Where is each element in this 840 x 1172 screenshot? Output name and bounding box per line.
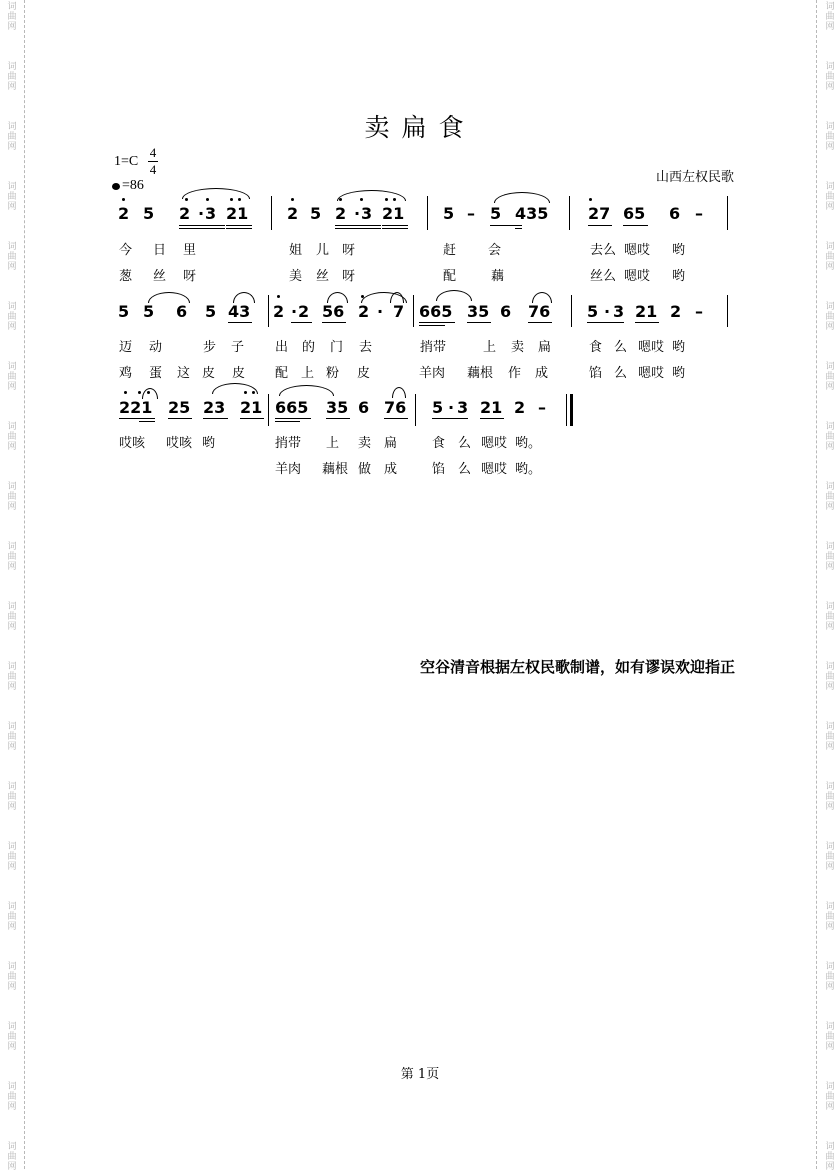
lyric-syllable: 嗯哎 xyxy=(624,269,651,284)
rhythm-underline xyxy=(326,418,350,419)
bar-line xyxy=(268,295,269,327)
jianpu-note: 2 xyxy=(287,204,299,223)
jianpu-note: · xyxy=(377,302,384,321)
lyric-syllable: 食 xyxy=(432,436,446,451)
lyric-syllable: 呀 xyxy=(342,243,356,258)
jianpu-note: 5 xyxy=(205,302,217,321)
bar-line xyxy=(413,295,414,327)
rhythm-underline xyxy=(419,322,455,323)
time-signature-top: 4 xyxy=(149,145,157,160)
lyric-syllable: 葱 xyxy=(119,269,133,284)
jianpu-note: 2 xyxy=(273,302,285,321)
jianpu-note: 23 xyxy=(203,398,226,417)
lyric-syllable: 扁 xyxy=(538,340,552,355)
lyric-syllable: 成 xyxy=(384,462,398,477)
jianpu-note: 5 xyxy=(143,302,155,321)
watermark-text: 词 曲 网 xyxy=(7,242,17,272)
jianpu-note: – xyxy=(538,398,546,417)
lyric-syllable: 成 xyxy=(535,366,549,381)
watermark-text: 词 曲 网 xyxy=(7,422,17,452)
watermark-text: 词 曲 网 xyxy=(7,962,17,992)
watermark-text: 词 曲 网 xyxy=(825,1142,835,1172)
lyric-syllable: 去么 xyxy=(590,243,617,258)
watermark-text: 词 曲 网 xyxy=(7,182,17,212)
rhythm-underline xyxy=(382,228,408,229)
watermark-text: 词 曲 网 xyxy=(7,662,17,692)
rhythm-underline xyxy=(203,418,228,419)
rhythm-underline xyxy=(515,228,522,229)
rhythm-underline xyxy=(119,418,155,419)
jianpu-note: · xyxy=(604,302,611,321)
jianpu-note: 21 xyxy=(382,204,405,223)
jianpu-note: 5 xyxy=(143,204,155,223)
watermark-text: 词 曲 网 xyxy=(825,542,835,572)
bar-line xyxy=(570,394,573,426)
jianpu-note: 35 xyxy=(467,302,490,321)
key-signature: 1=C xyxy=(114,154,139,169)
watermark-text: 词 曲 网 xyxy=(825,1082,835,1112)
lyric-syllable: 呀 xyxy=(183,269,197,284)
octave-dot xyxy=(277,295,280,298)
jianpu-note: 2 xyxy=(118,204,130,223)
jianpu-note: · xyxy=(291,302,298,321)
lyric-syllable: 门 xyxy=(330,340,344,355)
lyric-syllable: 会 xyxy=(488,243,502,258)
jianpu-note: 3 xyxy=(613,302,625,321)
slur-arc xyxy=(392,387,406,398)
lyric-syllable: 羊肉 xyxy=(419,366,446,381)
watermark-text: 词 曲 网 xyxy=(7,362,17,392)
jianpu-note: 2 xyxy=(335,204,347,223)
lyric-syllable: 的 xyxy=(302,340,316,355)
octave-dot xyxy=(589,198,592,201)
lyric-syllable: 赶 xyxy=(443,243,457,258)
song-title: 卖扁食 xyxy=(364,113,476,142)
jianpu-note: 21 xyxy=(635,302,658,321)
lyric-syllable: 步 xyxy=(203,340,217,355)
jianpu-note: 6 xyxy=(500,302,512,321)
jianpu-note: 5 xyxy=(310,204,322,223)
rhythm-underline xyxy=(240,418,264,419)
watermark-text: 词 曲 网 xyxy=(825,662,835,692)
lyric-syllable: 食 xyxy=(589,340,603,355)
lyric-syllable: 嗯哎 xyxy=(481,462,508,477)
rhythm-underline xyxy=(275,421,300,422)
rhythm-underline xyxy=(419,325,445,326)
jianpu-score xyxy=(0,0,840,520)
watermark-text: 词 曲 网 xyxy=(7,62,17,92)
lyric-syllable: 里 xyxy=(183,243,197,258)
rhythm-underline xyxy=(322,322,346,323)
lyric-syllable: 馅 xyxy=(589,366,603,381)
watermark-text: 词 曲 网 xyxy=(7,482,17,512)
lyric-syllable: 儿 xyxy=(316,243,330,258)
jianpu-note: 6 xyxy=(176,302,188,321)
rhythm-underline xyxy=(467,322,491,323)
lyric-syllable: 捎带 xyxy=(275,436,302,451)
lyric-syllable: 嗯哎 xyxy=(624,243,651,258)
tempo-value: =86 xyxy=(122,178,144,193)
watermark-text: 词 曲 网 xyxy=(7,782,17,812)
jianpu-note: 21 xyxy=(480,398,503,417)
lyric-syllable: 蛋 xyxy=(149,366,163,381)
rhythm-underline xyxy=(432,418,468,419)
lyric-syllable: 羊肉 xyxy=(275,462,302,477)
slur-arc xyxy=(436,290,472,301)
rhythm-underline xyxy=(275,418,311,419)
lyric-syllable: 皮 xyxy=(357,366,371,381)
bar-line xyxy=(268,394,269,426)
jianpu-note: 56 xyxy=(322,302,345,321)
lyric-syllable: 么 xyxy=(458,462,472,477)
rhythm-underline xyxy=(198,225,218,226)
lyric-syllable: 丝么 xyxy=(590,269,617,284)
slur-arc xyxy=(532,292,552,303)
lyric-syllable: 做 xyxy=(358,462,372,477)
lyric-syllable: 子 xyxy=(231,340,245,355)
octave-dot xyxy=(138,391,141,394)
rhythm-underline xyxy=(490,225,522,226)
rhythm-underline xyxy=(139,421,155,422)
watermark-text: 词 曲 网 xyxy=(825,362,835,392)
lyric-syllable: 嗯哎 xyxy=(638,340,665,355)
jianpu-note: 2 xyxy=(298,302,310,321)
lyric-syllable: 迈 xyxy=(119,340,133,355)
jianpu-note: 665 xyxy=(275,398,309,417)
rhythm-underline xyxy=(384,418,408,419)
lyric-syllable: 藕 xyxy=(491,269,505,284)
bar-line xyxy=(727,196,728,230)
lyric-syllable: 么 xyxy=(458,436,472,451)
octave-dot xyxy=(124,391,127,394)
jianpu-note: 25 xyxy=(168,398,191,417)
rhythm-underline xyxy=(335,228,381,229)
lyric-syllable: 配 xyxy=(443,269,457,284)
lyric-syllable: 哟 xyxy=(672,269,686,284)
lyric-syllable: 动 xyxy=(149,340,163,355)
lyric-syllable: 扁 xyxy=(384,436,398,451)
watermark-text: 词 曲 网 xyxy=(7,2,17,32)
lyric-syllable: 去 xyxy=(359,340,373,355)
slur-arc xyxy=(233,292,255,303)
jianpu-note: 21 xyxy=(240,398,263,417)
jianpu-note: 27 xyxy=(588,204,611,223)
slur-arc xyxy=(148,292,190,303)
rhythm-underline xyxy=(480,418,504,419)
watermark-text: 词 曲 网 xyxy=(7,1022,17,1052)
jianpu-note: – xyxy=(695,302,703,321)
watermark-text: 词 曲 网 xyxy=(7,1082,17,1112)
watermark-text: 词 曲 网 xyxy=(7,542,17,572)
watermark-text: 词 曲 网 xyxy=(825,782,835,812)
lyric-syllable: 哟。 xyxy=(515,436,542,451)
lyric-syllable: 哟 xyxy=(672,243,686,258)
lyric-syllable: 卖 xyxy=(358,436,372,451)
jianpu-note: 21 xyxy=(226,204,249,223)
rhythm-underline xyxy=(226,225,252,226)
lyric-syllable: 么 xyxy=(614,340,628,355)
watermark-text: 词 曲 网 xyxy=(7,902,17,932)
lyric-syllable: 哎咳 xyxy=(119,436,146,451)
time-signature-bottom: 4 xyxy=(149,162,157,177)
jianpu-note: 76 xyxy=(384,398,407,417)
octave-dot xyxy=(122,198,125,201)
bar-line xyxy=(566,394,567,426)
bar-line xyxy=(415,394,416,426)
jianpu-note: 76 xyxy=(528,302,551,321)
lyric-syllable: 这 xyxy=(177,366,191,381)
lyric-syllable: 藕根 xyxy=(467,366,494,381)
watermark-text: 词 曲 网 xyxy=(7,842,17,872)
lyric-syllable: 丝 xyxy=(316,269,330,284)
rhythm-underline xyxy=(623,225,648,226)
jianpu-note: 43 xyxy=(228,302,251,321)
lyric-syllable: 么 xyxy=(614,366,628,381)
jianpu-note: 3 xyxy=(361,204,373,223)
lyric-syllable: 上 xyxy=(483,340,497,355)
lyric-syllable: 姐 xyxy=(289,243,303,258)
slur-arc xyxy=(182,188,250,199)
rhythm-underline xyxy=(179,228,225,229)
watermark-text: 词 曲 网 xyxy=(825,1022,835,1052)
slur-arc xyxy=(212,383,258,394)
lyric-syllable: 馅 xyxy=(432,462,446,477)
jianpu-note: 435 xyxy=(515,204,549,223)
jianpu-note: 5 xyxy=(432,398,444,417)
lyric-syllable: 鸡 xyxy=(119,366,133,381)
lyric-syllable: 美 xyxy=(289,269,303,284)
jianpu-note: 6 xyxy=(358,398,370,417)
watermark-text: 词 曲 网 xyxy=(825,722,835,752)
lyric-syllable: 哟。 xyxy=(515,462,542,477)
watermark-text: 词 曲 网 xyxy=(825,182,835,212)
bar-line xyxy=(271,196,272,230)
slur-arc xyxy=(279,385,334,396)
watermark-text: 词 曲 网 xyxy=(825,302,835,332)
lyric-syllable: 作 xyxy=(508,366,522,381)
lyric-syllable: 哎咳 xyxy=(166,436,193,451)
jianpu-note: 2 xyxy=(514,398,526,417)
lyric-syllable: 哟 xyxy=(672,340,686,355)
jianpu-note: 7 xyxy=(393,302,405,321)
bar-line xyxy=(569,196,570,230)
watermark-text: 词 曲 网 xyxy=(7,602,17,632)
lyric-syllable: 今 xyxy=(119,243,133,258)
lyric-syllable: 皮 xyxy=(232,366,246,381)
watermark-text: 词 曲 网 xyxy=(825,902,835,932)
bar-line xyxy=(727,295,728,327)
jianpu-note: · xyxy=(198,204,205,223)
jianpu-note: 2 xyxy=(358,302,370,321)
watermark-text: 词 曲 网 xyxy=(825,2,835,32)
jianpu-note: 3 xyxy=(205,204,217,223)
lyric-syllable: 上 xyxy=(301,366,315,381)
jianpu-note: 6 xyxy=(669,204,681,223)
watermark-text: 词 曲 网 xyxy=(825,122,835,152)
slur-arc xyxy=(327,292,348,303)
jianpu-note: 35 xyxy=(326,398,349,417)
lyric-syllable: 配 xyxy=(275,366,289,381)
bar-line xyxy=(427,196,428,230)
lyric-syllable: 卖 xyxy=(511,340,525,355)
watermark-text: 词 曲 网 xyxy=(7,302,17,332)
jianpu-note: · xyxy=(354,204,361,223)
song-attribution: 山西左权民歌 xyxy=(656,170,735,185)
lyric-syllable: 捎带 xyxy=(420,340,447,355)
slur-arc xyxy=(337,190,406,201)
lyric-syllable: 嗯哎 xyxy=(638,366,665,381)
lyric-syllable: 哟 xyxy=(672,366,686,381)
octave-dot xyxy=(291,198,294,201)
jianpu-note: – xyxy=(695,204,703,223)
lyric-syllable: 粉 xyxy=(326,366,340,381)
jianpu-note: – xyxy=(467,204,475,223)
jianpu-note: 5 xyxy=(587,302,599,321)
lyric-syllable: 皮 xyxy=(202,366,216,381)
slur-arc xyxy=(142,388,158,399)
watermark-text: 词 曲 网 xyxy=(825,842,835,872)
rhythm-underline xyxy=(587,322,624,323)
jianpu-note: 5 xyxy=(118,302,130,321)
watermark-text: 词 曲 网 xyxy=(825,62,835,92)
lyric-syllable: 丝 xyxy=(153,269,167,284)
jianpu-note: 2 xyxy=(179,204,191,223)
lyric-syllable: 出 xyxy=(275,340,289,355)
jianpu-note: 3 xyxy=(457,398,469,417)
slur-arc xyxy=(390,292,404,303)
jianpu-note: 665 xyxy=(419,302,453,321)
rhythm-underline xyxy=(228,322,252,323)
rhythm-underline xyxy=(291,322,312,323)
jianpu-note: 2 xyxy=(670,302,682,321)
rhythm-underline xyxy=(588,225,612,226)
rhythm-underline xyxy=(382,225,408,226)
watermark-text: 词 曲 网 xyxy=(7,722,17,752)
transcriber-credit: 空谷清音根据左权民歌制谱，如有谬误欢迎指正 xyxy=(420,658,736,676)
jianpu-note: 5 xyxy=(443,204,455,223)
watermark-text: 词 曲 网 xyxy=(825,602,835,632)
rhythm-underline xyxy=(168,418,192,419)
lyric-syllable: 藕根 xyxy=(322,462,349,477)
watermark-text: 词 曲 网 xyxy=(825,422,835,452)
jianpu-note: · xyxy=(448,398,455,417)
lyric-syllable: 嗯哎 xyxy=(481,436,508,451)
page-number: 第 1页 xyxy=(400,1067,440,1082)
jianpu-note: 65 xyxy=(623,204,646,223)
rhythm-underline xyxy=(226,228,252,229)
watermark-text: 词 曲 网 xyxy=(825,962,835,992)
rhythm-underline xyxy=(635,322,659,323)
rhythm-underline xyxy=(528,322,552,323)
watermark-text: 词 曲 网 xyxy=(825,242,835,272)
lyric-syllable: 呀 xyxy=(342,269,356,284)
jianpu-note: 221 xyxy=(119,398,153,417)
lyric-syllable: 日 xyxy=(153,243,167,258)
slur-arc xyxy=(494,192,550,203)
jianpu-note: 5 xyxy=(490,204,502,223)
watermark-text: 词 曲 网 xyxy=(7,1142,17,1172)
lyric-syllable: 哟 xyxy=(202,436,216,451)
rhythm-underline xyxy=(335,225,381,226)
watermark-text: 词 曲 网 xyxy=(7,122,17,152)
lyric-syllable: 上 xyxy=(326,436,340,451)
watermark-text: 词 曲 网 xyxy=(825,482,835,512)
bar-line xyxy=(571,295,572,327)
